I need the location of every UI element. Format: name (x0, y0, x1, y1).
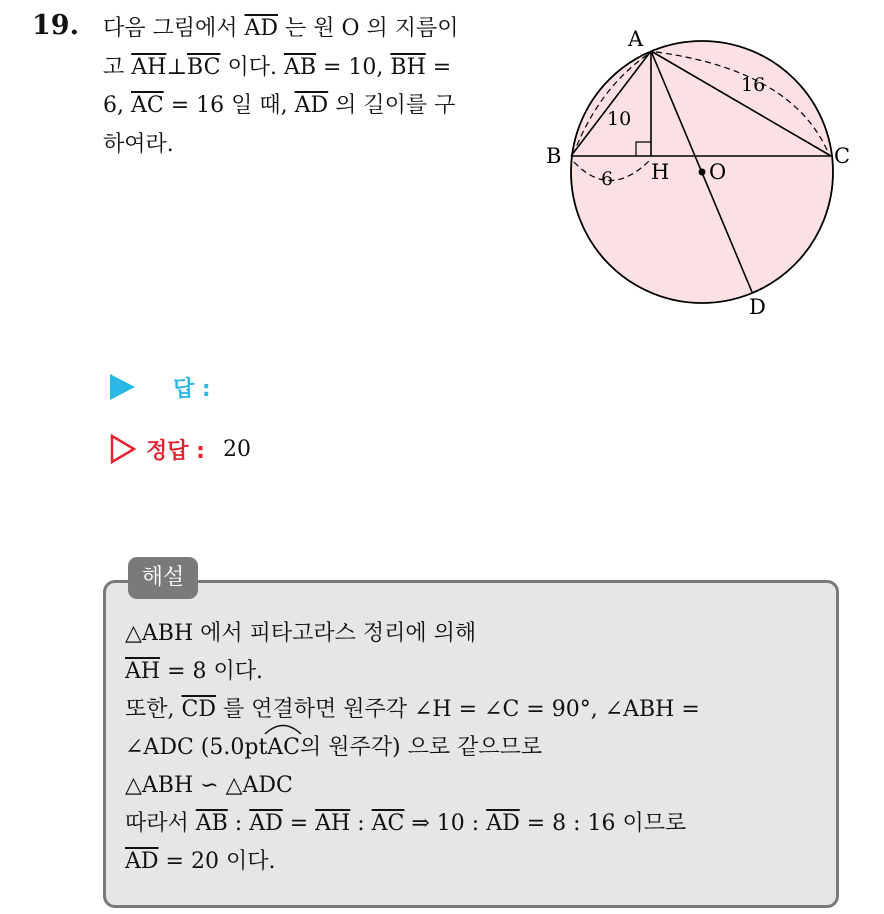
segment-ah: $\overline{AH}$ (315, 811, 351, 836)
question-text-segment: 다음 그림에서 (103, 16, 245, 41)
label-o: O (709, 160, 727, 184)
question-text-segment: 의 길이를 구 (328, 93, 456, 118)
segment-ah: $\overline{AH}$ (125, 659, 161, 684)
outline-triangle-icon (110, 434, 136, 464)
question-text-segment: 하여라. (103, 131, 174, 157)
question-text-segment: 이다. (220, 54, 284, 80)
label-a: A (628, 27, 644, 51)
solution-text-segment: △ABH 에서 피타고라스 정리에 의해 (125, 621, 477, 646)
question-text-segment: = 16 일 때, (163, 93, 295, 118)
correct-answer-value: 20 (222, 436, 251, 462)
solution-text-segment: = (282, 811, 316, 836)
solution-text (125, 615, 825, 881)
solution-line-1 (125, 615, 825, 653)
label-d: D (749, 295, 766, 319)
solution-text-segment: : (350, 811, 372, 836)
question-line-2 (103, 49, 523, 88)
arc-ac (267, 729, 300, 767)
play-triangle-icon (110, 374, 135, 400)
answer-row (110, 370, 211, 404)
solution-text-segment: = 20 이다. (158, 849, 276, 874)
length-label-ac: 16 (741, 74, 766, 96)
solution-line-6 (125, 805, 825, 843)
length-label-bh: 6 (601, 168, 614, 190)
solution-text-segment: 의 원주각) 으로 같으므로 (300, 735, 543, 760)
solution-text-segment: ⇒ 10 : (404, 811, 487, 836)
question-text-segment: 는 원 O 의 지름이 (278, 16, 459, 41)
segment-ac: $\overline{AC}$ (130, 93, 164, 118)
segment-cd: $\overline{CD}$ (181, 697, 216, 722)
correct-answer-row (110, 431, 251, 467)
label-c: C (834, 144, 850, 168)
label-h: H (651, 160, 670, 184)
solution-text-segment: ∠ADC (5.0pt (125, 735, 268, 760)
question-number: 19. (32, 10, 79, 41)
question-text-segment: = 10, (316, 54, 391, 80)
solution-text-segment: 또한, (125, 697, 182, 722)
length-label-ab: 10 (607, 108, 632, 130)
question-text-segment: = (425, 54, 452, 80)
solution-text-segment: 를 연결하면 원주각 ∠H = ∠C = 90°, ∠ABH = (215, 697, 700, 722)
solution-line-5 (125, 767, 825, 805)
question-text-segment: 고 (103, 54, 132, 80)
perpendicular-symbol: ⊥ (166, 54, 188, 80)
solution-line-7 (125, 843, 825, 881)
center-point (699, 169, 706, 176)
solution-text-segment: △ABH ∽ △ADC (125, 773, 293, 798)
correct-answer-label: 정답 : (146, 438, 205, 464)
solution-text-segment: = 8 : 16 이므로 (519, 811, 687, 836)
solution-tag: 해설 (128, 557, 198, 599)
segment-ad: $\overline{AD}$ (244, 16, 279, 41)
solution-line-2 (125, 653, 825, 691)
segment-ad: $\overline{AD}$ (249, 811, 283, 836)
arc-ac-label: AC (267, 735, 301, 760)
segment-bc: $\overline{BC}$ (187, 54, 221, 80)
answer-label: 답 : (173, 376, 211, 402)
segment-ah: $\overline{AH}$ (131, 54, 167, 80)
solution-text-segment: 따라서 (125, 811, 196, 836)
segment-ac: $\overline{AC}$ (371, 811, 405, 836)
question-line-4 (103, 126, 523, 165)
segment-ad: $\overline{AD}$ (125, 849, 159, 874)
segment-ab: $\overline{AB}$ (283, 54, 316, 80)
question-text (103, 10, 523, 164)
solution-line-3 (125, 691, 825, 729)
solution-line-4 (125, 729, 825, 767)
solution-text-segment: = 8 이다. (160, 659, 263, 684)
question-text-segment: 6, (103, 93, 131, 118)
question-line-3 (103, 87, 523, 126)
segment-ad: $\overline{AD}$ (486, 811, 520, 836)
geometry-figure (540, 20, 850, 325)
segment-ad: $\overline{AD}$ (294, 93, 329, 118)
segment-ab: $\overline{AB}$ (195, 811, 228, 836)
label-b: B (546, 144, 562, 168)
arc-symbol-icon (263, 721, 303, 735)
solution-text-segment: : (227, 811, 250, 836)
question-line-1 (103, 10, 523, 49)
segment-bh: $\overline{BH}$ (390, 54, 426, 80)
